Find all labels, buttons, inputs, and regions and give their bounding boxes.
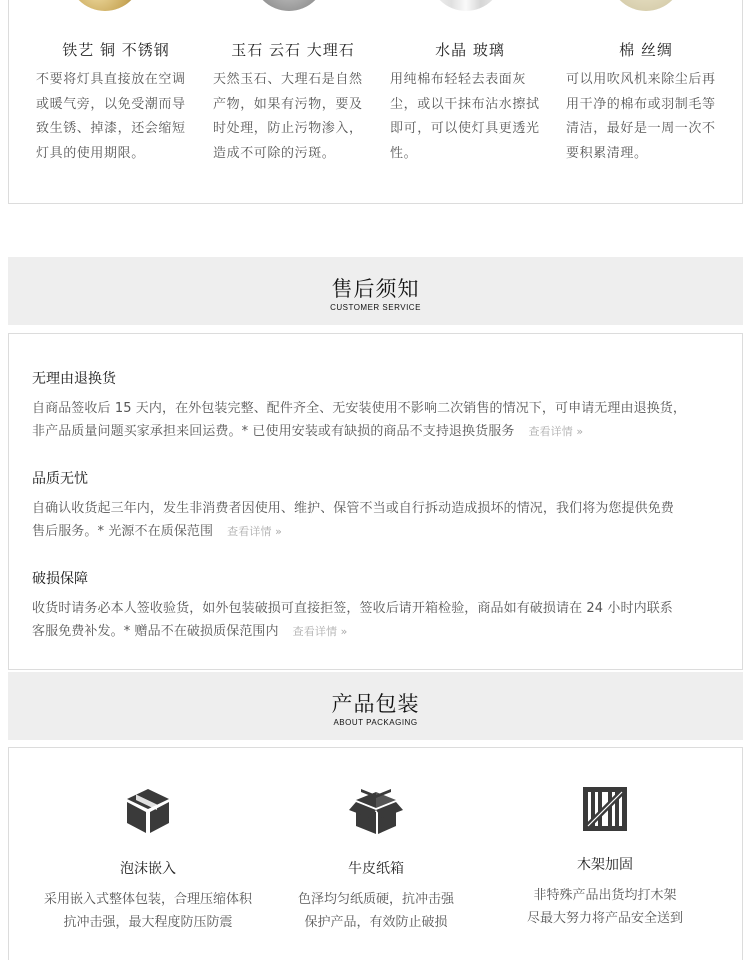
packaging-item-line: 采用嵌入式整体包装，合理压缩体积 bbox=[43, 892, 252, 907]
service-item-line: 客服免费补发。* 赠品不在破损质保范围内 bbox=[32, 624, 279, 639]
packaging-item-line: 尽最大努力将产品安全送到 bbox=[526, 911, 683, 926]
packaging-item bbox=[485, 786, 725, 930]
care-item bbox=[390, 39, 550, 166]
crystal-material-image bbox=[429, 0, 503, 11]
packaging-item-line: 抗冲击强，最大程度防压防震 bbox=[63, 915, 233, 930]
service-item bbox=[32, 568, 732, 643]
service-item-text bbox=[32, 497, 732, 543]
service-item-line: 非产品质量问题买家承担来回运费。* 已使用安装或有缺损的商品不支持退换货服务 bbox=[32, 424, 515, 439]
care-item-title: 水晶 玻璃 bbox=[435, 41, 505, 59]
packaging-item-line: 色泽均匀纸质硬，抗冲击强 bbox=[297, 892, 454, 907]
packaging-item-desc bbox=[28, 888, 268, 934]
service-subtitle: CUSTOMER SERVICE bbox=[330, 303, 421, 312]
service-item-text bbox=[32, 397, 732, 443]
packaging-item-desc bbox=[485, 884, 725, 930]
packaging-item-title: 泡沫嵌入 bbox=[120, 861, 176, 877]
service-item-title: 破损保障 bbox=[32, 571, 88, 587]
packaging-item bbox=[256, 786, 496, 934]
service-item-line: 售后服务。* 光源不在质保范围 bbox=[32, 524, 214, 539]
care-item-desc: 可以用吹风机来除尘后再用干净的棉布或羽制毛等清洁，最好是一周一次不要积累清理。 bbox=[566, 72, 716, 161]
service-item-title: 品质无忧 bbox=[32, 471, 88, 487]
care-item bbox=[36, 39, 196, 166]
care-item-desc: 天然玉石、大理石是自然产物，如果有污物，要及时处理，防止污物渗入，造成不可除的污斑。 bbox=[213, 72, 363, 161]
packaging-item bbox=[28, 786, 268, 934]
packaging-section bbox=[8, 747, 743, 960]
packaging-item-title: 牛皮纸箱 bbox=[348, 861, 404, 877]
silk-material-image bbox=[609, 0, 683, 11]
packaging-item-line: 非特殊产品出货均打木架 bbox=[533, 888, 677, 903]
care-item-desc: 不要将灯具直接放在空调或暖气旁，以免受潮而导致生锈、掉漆，还会缩短灯具的使用期限。 bbox=[36, 72, 186, 161]
care-section bbox=[8, 0, 743, 204]
box-icon bbox=[123, 786, 173, 836]
service-section bbox=[8, 333, 743, 670]
service-item-line: 自商品签收后 15 天内，在外包装完整、配件齐全、无安装使用不影响二次销售的情况下，可申请无理由退换货， bbox=[32, 401, 687, 416]
service-item bbox=[32, 368, 732, 443]
marble-material-image bbox=[252, 0, 326, 11]
packaging-subtitle: ABOUT PACKAGING bbox=[333, 718, 418, 727]
care-item bbox=[213, 39, 373, 166]
packaging-header bbox=[8, 672, 743, 740]
service-item-title: 无理由退换货 bbox=[32, 371, 116, 387]
view-details-link[interactable]: 查看详情 » bbox=[227, 525, 282, 538]
packaging-item-desc bbox=[256, 888, 496, 934]
brass-material-image bbox=[68, 0, 142, 11]
packaging-title: 产品包装 bbox=[331, 692, 420, 716]
packaging-item-line: 保护产品，有效防止破损 bbox=[304, 915, 448, 930]
open-box-icon bbox=[347, 786, 405, 836]
service-item-line: 收货时请务必本人签收验货，如外包装破损可直接拒签，签收后请开箱检验，商品如有破损请在 24 小时内联系 bbox=[32, 601, 673, 616]
care-item-title: 棉 丝绸 bbox=[619, 41, 673, 59]
service-item-line: 自确认收货起三年内，发生非消费者因使用、维护、保管不当或自行拆动造成损坏的情况，我们将为您提供免费 bbox=[32, 501, 674, 516]
care-item bbox=[566, 39, 726, 166]
care-item-desc: 用纯棉布轻轻去表面灰尘，或以干抹布沾水擦拭即可，可以使灯具更透光性。 bbox=[390, 72, 540, 161]
care-item-title: 铁艺 铜 不锈钢 bbox=[62, 41, 170, 59]
view-details-link[interactable]: 查看详情 » bbox=[292, 625, 348, 638]
packaging-item-title: 木架加固 bbox=[577, 857, 633, 873]
service-item bbox=[32, 468, 732, 543]
service-title: 售后须知 bbox=[331, 277, 420, 301]
service-header bbox=[8, 257, 743, 325]
wooden-crate-icon bbox=[582, 786, 628, 832]
view-details-link[interactable]: 查看详情 » bbox=[528, 425, 584, 438]
care-item-title: 玉石 云石 大理石 bbox=[231, 41, 355, 59]
service-item-text bbox=[32, 597, 732, 643]
